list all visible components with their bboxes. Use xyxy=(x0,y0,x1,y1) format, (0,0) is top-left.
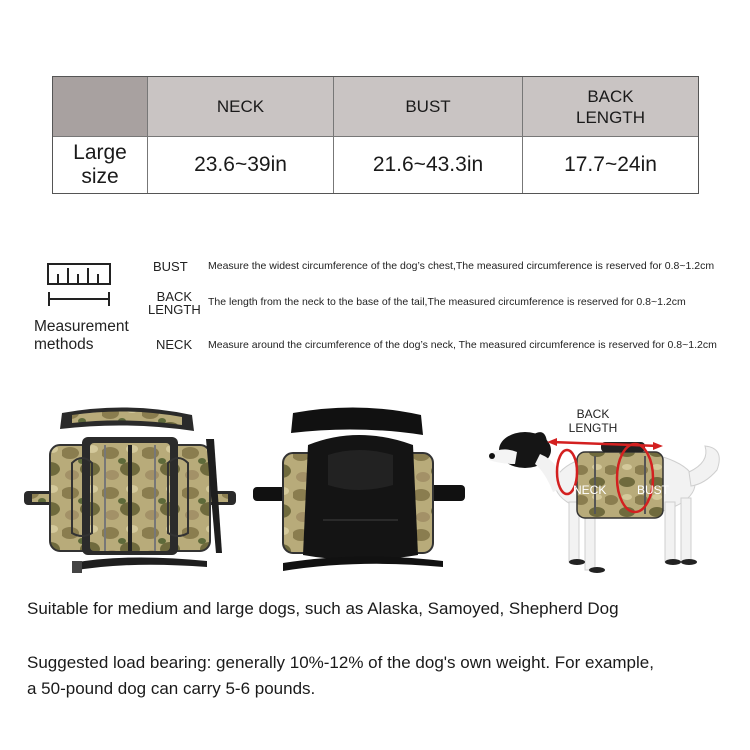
dog-back-length-label-line2: LENGTH xyxy=(568,421,618,435)
term-back-length: BACK LENGTH xyxy=(148,289,201,317)
term-bust: BUST xyxy=(153,259,188,274)
harness-back-image xyxy=(253,405,468,577)
desc-back-length: The length from the neck to the base of the tail,The measured circumference is reserved for 0.8~1.2cm xyxy=(208,296,686,308)
ruler-icon xyxy=(46,262,114,312)
size-table xyxy=(52,76,699,194)
table-corner-cell xyxy=(53,77,148,137)
row-label-large-size: Large size xyxy=(53,137,148,193)
value-bust: 21.6~43.3in xyxy=(334,137,523,193)
dog-bust-label: BUST xyxy=(637,483,670,497)
suitable-breeds-note: Suitable for medium and large dogs, such as Alaska, Samoyed, Shepherd Dog xyxy=(27,599,619,618)
value-neck: 23.6~39in xyxy=(148,137,334,193)
dog-back-length-label-line1: BACK xyxy=(576,407,610,421)
load-bearing-note-line1: Suggested load bearing: generally 10%-12% of the dog's own weight. For example, xyxy=(27,653,654,672)
header-neck: NECK xyxy=(148,77,334,137)
load-bearing-note-line2: a 50-pound dog can carry 5-6 pounds. xyxy=(27,679,316,698)
header-bust: BUST xyxy=(334,77,523,137)
dog-neck-label: NECK xyxy=(573,483,607,497)
measurement-methods-title: Measurement methods xyxy=(34,318,129,353)
value-back-length: 17.7~24in xyxy=(523,137,698,193)
desc-neck: Measure around the circumference of the dog’s neck, The measured circumference is reserved for 0.8~1.2cm xyxy=(208,339,717,351)
term-neck: NECK xyxy=(156,337,193,352)
harness-front-image xyxy=(22,403,237,578)
header-back-length: BACK LENGTH xyxy=(523,77,698,137)
desc-bust: Measure the widest circumference of the dog’s chest,The measured circumference is reserved for 0.8~1.2cm xyxy=(208,260,715,272)
dog-with-pack-diagram xyxy=(485,402,740,580)
